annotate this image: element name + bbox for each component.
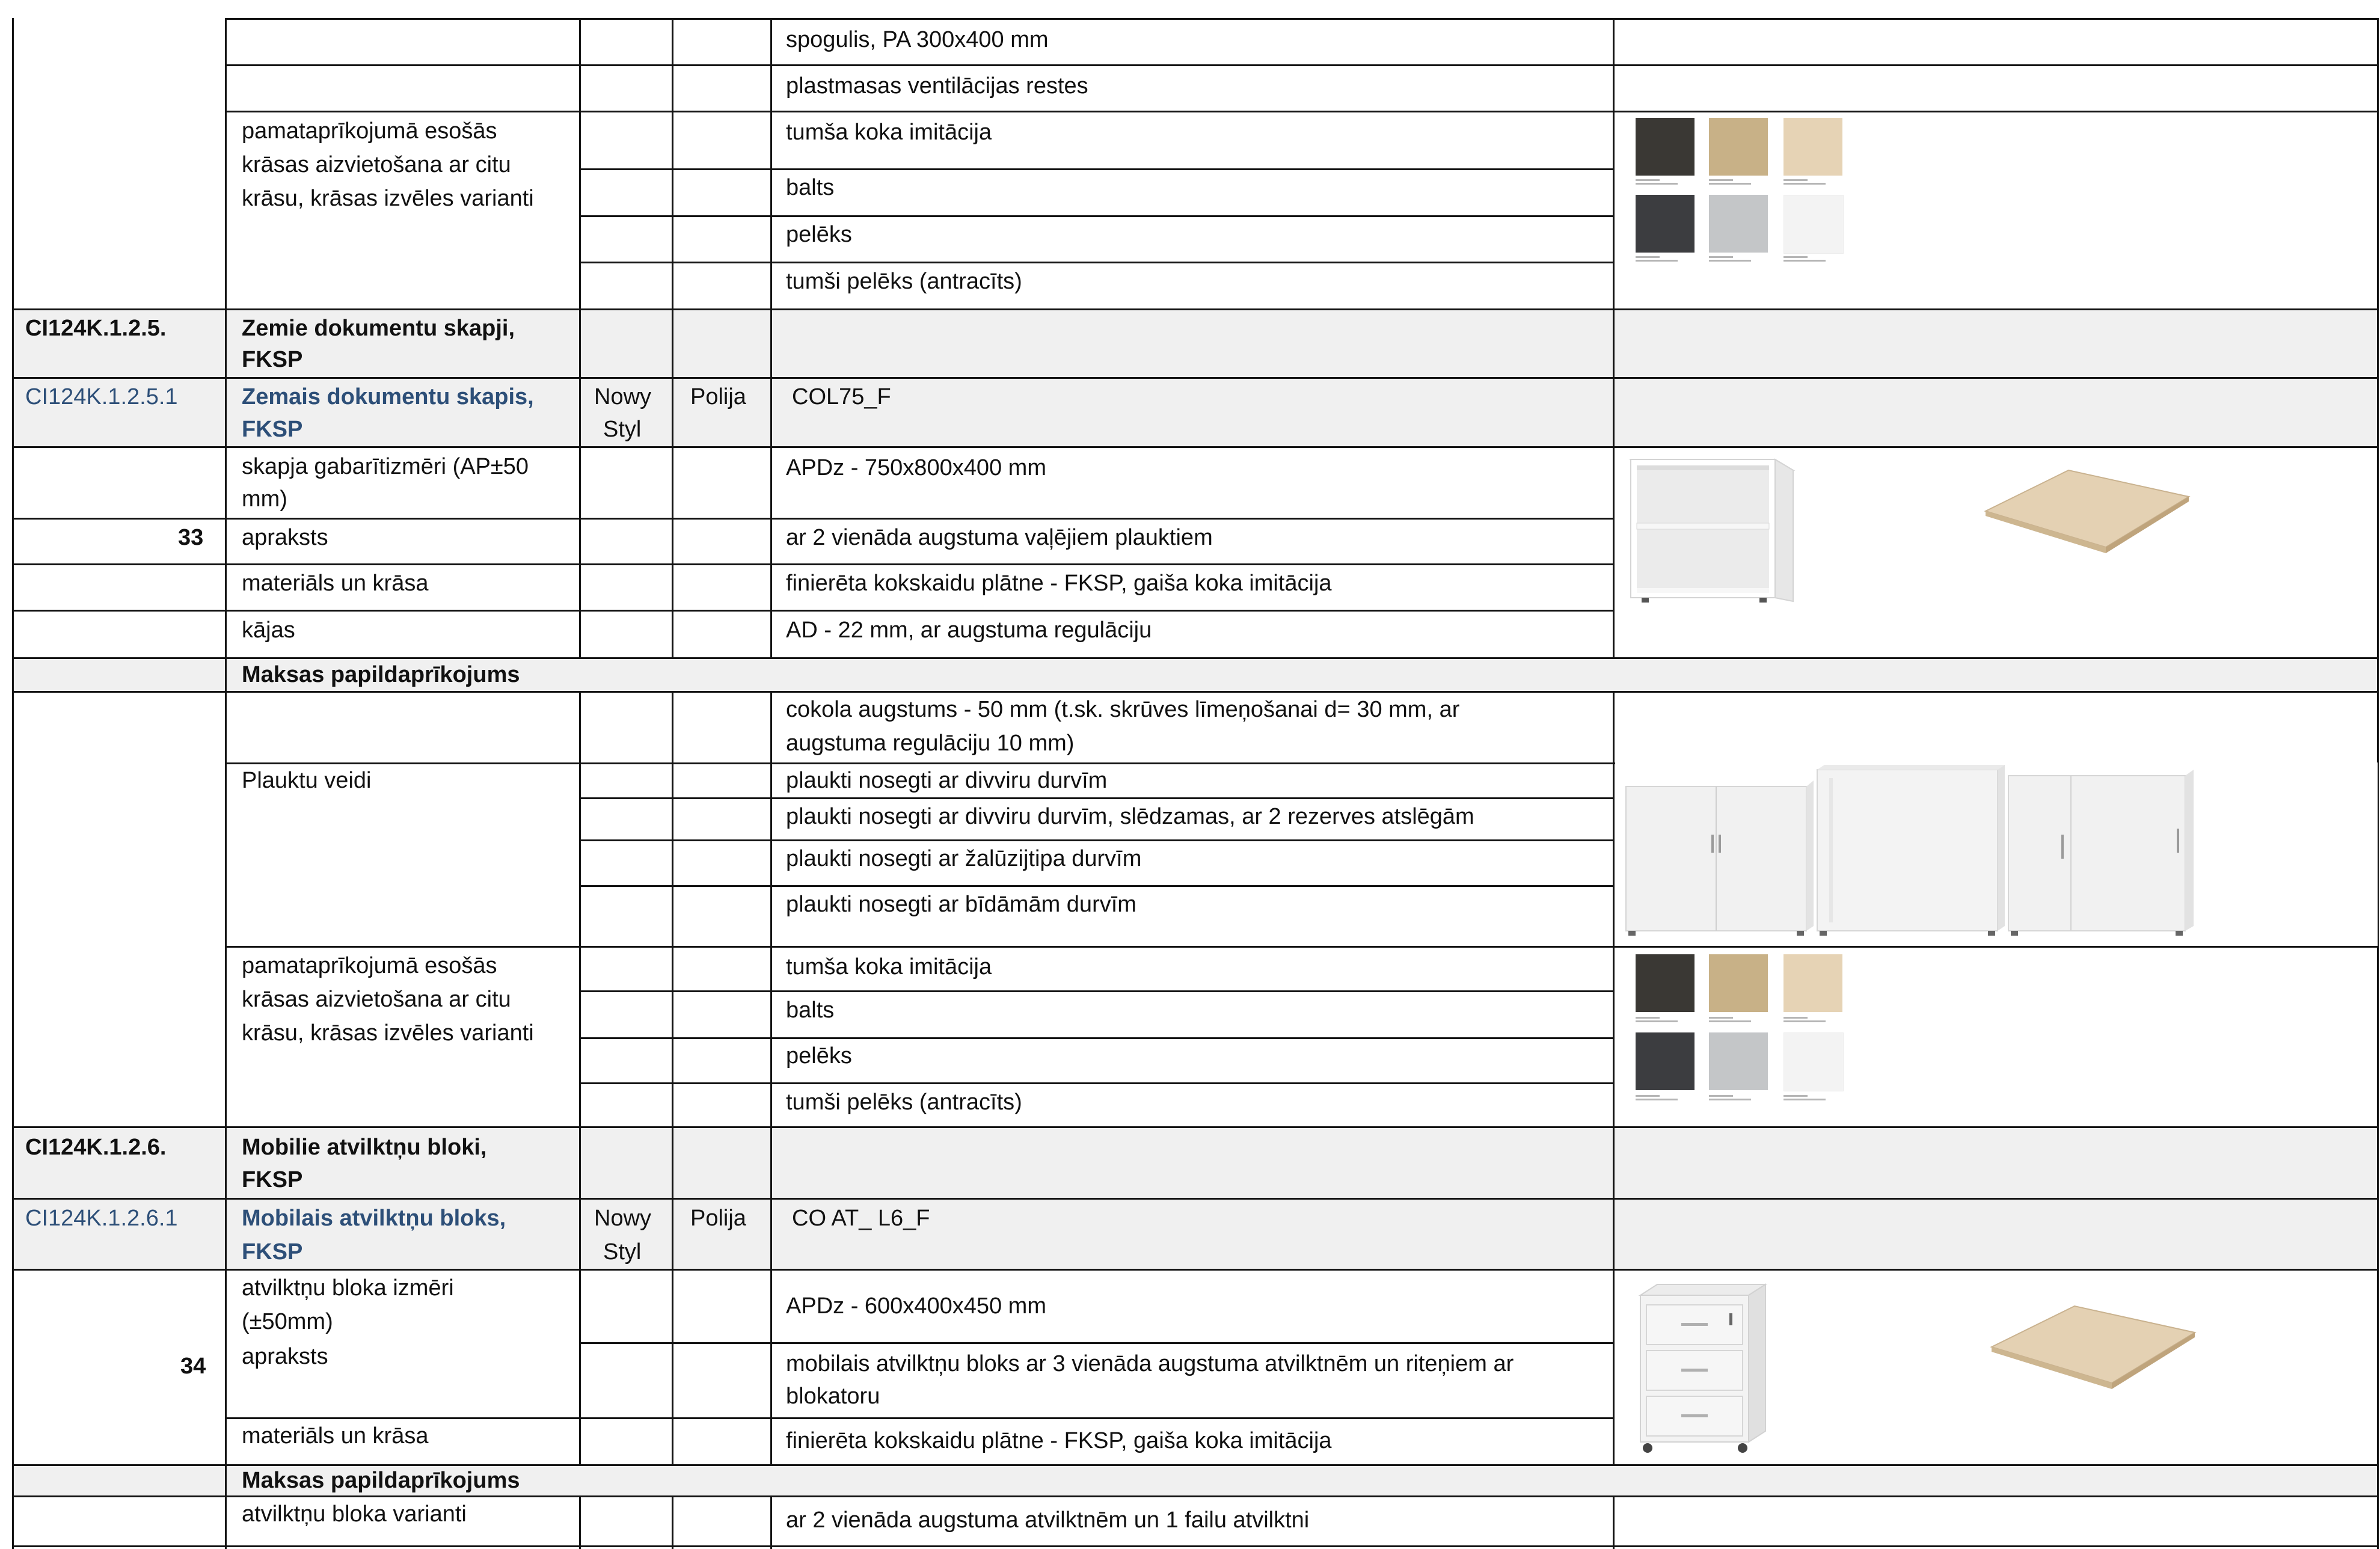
- manufacturer: Nowy: [594, 1206, 652, 1231]
- item-title: Mobilais atvilktņu bloks,: [242, 1206, 506, 1231]
- color-option: pelēks: [786, 222, 852, 247]
- shelf-option: plaukti nosegti ar bīdāmām durvīm: [786, 892, 1136, 917]
- shelf-option: plaukti nosegti ar divviru durvīm: [786, 768, 1108, 793]
- grid-line: [225, 1417, 1613, 1419]
- spec-value: AD - 22 mm, ar augstuma regulāciju: [786, 618, 1152, 643]
- grid-line: [579, 691, 581, 1464]
- color-options-label: krāsu, krāsas izvēles varianti: [242, 1020, 534, 1046]
- swatch-caption: [1636, 1095, 1695, 1101]
- model-code: COL75_F: [792, 384, 891, 409]
- grid-line: [579, 168, 1613, 170]
- swatch-caption: [1783, 1017, 1842, 1023]
- spec-value: APDz - 750x800x400 mm: [786, 455, 1046, 480]
- spec-label: mm): [242, 486, 287, 512]
- grid-line: [579, 1037, 1613, 1039]
- grid-line: [579, 839, 1613, 841]
- swatch-caption: [1709, 1095, 1768, 1101]
- spec-value: finierēta kokskaidu plātne - FKSP, gaiša koka imitācija: [786, 571, 1332, 596]
- grid-line: [672, 1495, 673, 1549]
- spec-value: mobilais atvilktņu bloks ar 3 vienāda augstuma atvilktnēm un riteņiem ar: [786, 1351, 1514, 1376]
- color-swatch-icon: [1624, 111, 1852, 279]
- color-option: tumša koka imitācija: [786, 954, 992, 980]
- color-swatch: [1783, 195, 1844, 254]
- color-swatch-icon: [1624, 946, 1852, 1120]
- swatch-caption: [1709, 1017, 1768, 1023]
- wood-top-icon: [1978, 463, 2195, 559]
- swatch-caption: [1783, 179, 1842, 185]
- grid-line: [770, 691, 772, 1464]
- grid-line: [225, 64, 2379, 66]
- spec-label: kājas: [242, 618, 295, 643]
- grid-line: [13, 1269, 2379, 1271]
- color-options-label: krāsas aizvietošana ar citu: [242, 152, 511, 177]
- grid-line: [12, 18, 14, 1549]
- color-swatch: [1783, 118, 1842, 176]
- grid-line: [672, 18, 673, 657]
- grid-line: [13, 563, 1613, 565]
- spec-value: APDz - 600x400x450 mm: [786, 1293, 1046, 1319]
- spec-value: spogulis, PA 300x400 mm: [786, 27, 1049, 52]
- grid-line: [225, 946, 2379, 948]
- grid-line: [13, 377, 2379, 379]
- grid-line: [225, 18, 227, 1549]
- spec-value: ar 2 vienāda augstuma vaļējiem plauktiem: [786, 525, 1213, 550]
- spec-label: materiāls un krāsa: [242, 571, 429, 596]
- color-options-label: pamataprīkojumā esošās: [242, 118, 497, 144]
- grid-line: [1613, 691, 1615, 1464]
- item-code: CI124K.1.2.6.1: [25, 1206, 178, 1231]
- section-code: CI124K.1.2.6.: [25, 1135, 167, 1160]
- grid-line: [13, 1126, 2379, 1128]
- spec-value: cokola augstums - 50 mm (t.sk. skrūves līmeņošanai d= 30 mm, ar: [786, 697, 1460, 722]
- grid-line: [579, 797, 1613, 799]
- grid-line: [225, 111, 2379, 112]
- item-code: CI124K.1.2.5.1: [25, 384, 178, 409]
- spec-label: Plauktu veidi: [242, 768, 372, 793]
- color-swatch: [1709, 118, 1768, 176]
- section-title: FKSP: [242, 347, 303, 372]
- spec-value: finierēta kokskaidu plātne - FKSP, gaiša koka imitācija: [786, 1428, 1332, 1453]
- spec-label: (±50mm): [242, 1309, 333, 1334]
- grid-line: [579, 262, 1613, 263]
- color-swatch: [1783, 1032, 1844, 1091]
- grid-line: [13, 610, 1613, 612]
- country: Polija: [690, 384, 746, 409]
- color-swatch: [1709, 1032, 1768, 1090]
- color-option: tumši pelēks (antracīts): [786, 1090, 1022, 1115]
- spec-value: augstuma regulāciju 10 mm): [786, 731, 1075, 756]
- manufacturer: Styl: [603, 1239, 642, 1265]
- section-title: Zemie dokumentu skapji,: [242, 316, 515, 341]
- item-title: FKSP: [242, 417, 303, 442]
- section-title: Mobilie atvilktņu bloki,: [242, 1135, 487, 1160]
- color-swatch: [1783, 954, 1842, 1012]
- spec-value: plastmasas ventilācijas restes: [786, 73, 1088, 99]
- spec-label: skapja gabarītizmēri (AP±50: [242, 454, 529, 479]
- grid-line: [1613, 1495, 1615, 1549]
- shelf-option: plaukti nosegti ar divviru durvīm, slēdzamas, ar 2 rezerves atslēgām: [786, 804, 1474, 829]
- grid-line: [579, 1082, 1613, 1084]
- color-options-label: krāsu, krāsas izvēles varianti: [242, 186, 534, 211]
- shelf-cabinet-icon: [1624, 452, 1804, 609]
- row-number: 33: [178, 525, 204, 550]
- swatch-caption: [1636, 256, 1695, 262]
- grid-line: [13, 1198, 2379, 1200]
- grid-line: [579, 885, 1613, 887]
- color-options-label: pamataprīkojumā esošās: [242, 953, 497, 978]
- model-code: CO AT_ L6_F: [792, 1206, 930, 1231]
- color-swatch: [1636, 118, 1695, 176]
- grid-line: [579, 18, 581, 657]
- grid-line: [770, 18, 772, 657]
- grid-line: [1613, 18, 1615, 657]
- color-options-label: krāsas aizvietošana ar citu: [242, 987, 511, 1012]
- row-number: 34: [180, 1354, 206, 1379]
- manufacturer: Nowy: [594, 384, 652, 409]
- grid-line: [13, 308, 2379, 310]
- item-title: Zemais dokumentu skapis,: [242, 384, 534, 409]
- shelf-option: plaukti nosegti ar žalūzijtipa durvīm: [786, 846, 1142, 871]
- grid-line: [579, 990, 1613, 992]
- grid-line: [13, 446, 2379, 448]
- paid-options-heading: Maksas papildaprīkojums: [242, 662, 520, 687]
- grid-line: [579, 215, 1613, 217]
- door-cabinet-icon: [1615, 762, 2378, 946]
- color-swatch: [1709, 195, 1768, 253]
- drawer-unit-icon: [1628, 1277, 1773, 1455]
- country: Polija: [690, 1206, 746, 1231]
- swatch-caption: [1636, 1017, 1695, 1023]
- color-swatch: [1709, 954, 1768, 1012]
- spec-value: ar 2 vienāda augstuma atvilktnēm un 1 failu atvilktni: [786, 1508, 1310, 1533]
- section-code: CI124K.1.2.5.: [25, 316, 167, 341]
- spec-value: blokatoru: [786, 1384, 880, 1409]
- spec-label: materiāls un krāsa: [242, 1423, 429, 1449]
- swatch-caption: [1636, 179, 1695, 185]
- grid-line: [579, 1342, 1613, 1344]
- swatch-caption: [1709, 179, 1768, 185]
- swatch-caption: [1783, 256, 1842, 262]
- spec-label: atvilktņu bloka varianti: [242, 1501, 467, 1527]
- color-swatch: [1636, 954, 1695, 1012]
- grid-line: [13, 518, 1613, 520]
- grid-line: [13, 1545, 2379, 1547]
- spec-label: apraksts: [242, 525, 328, 550]
- grid-line: [770, 1495, 772, 1549]
- spec-label: apraksts: [242, 1344, 328, 1369]
- color-option: pelēks: [786, 1043, 852, 1069]
- item-title: FKSP: [242, 1239, 303, 1265]
- color-option: tumši pelēks (antracīts): [786, 269, 1022, 294]
- swatch-caption: [1783, 1095, 1842, 1101]
- paid-options-heading: Maksas papildaprīkojums: [242, 1468, 520, 1493]
- spec-label: atvilktņu bloka izmēri: [242, 1275, 454, 1301]
- color-option: balts: [786, 175, 835, 200]
- section-title: FKSP: [242, 1167, 303, 1192]
- color-swatch: [1636, 1032, 1695, 1090]
- wood-top-icon: [1984, 1299, 2201, 1395]
- swatch-caption: [1709, 256, 1768, 262]
- grid-line: [672, 691, 673, 1464]
- color-option: balts: [786, 998, 835, 1023]
- color-option: tumša koka imitācija: [786, 120, 992, 145]
- grid-line: [579, 1495, 581, 1549]
- grid-line: [225, 18, 2379, 20]
- color-swatch: [1636, 195, 1695, 253]
- manufacturer: Styl: [603, 417, 642, 442]
